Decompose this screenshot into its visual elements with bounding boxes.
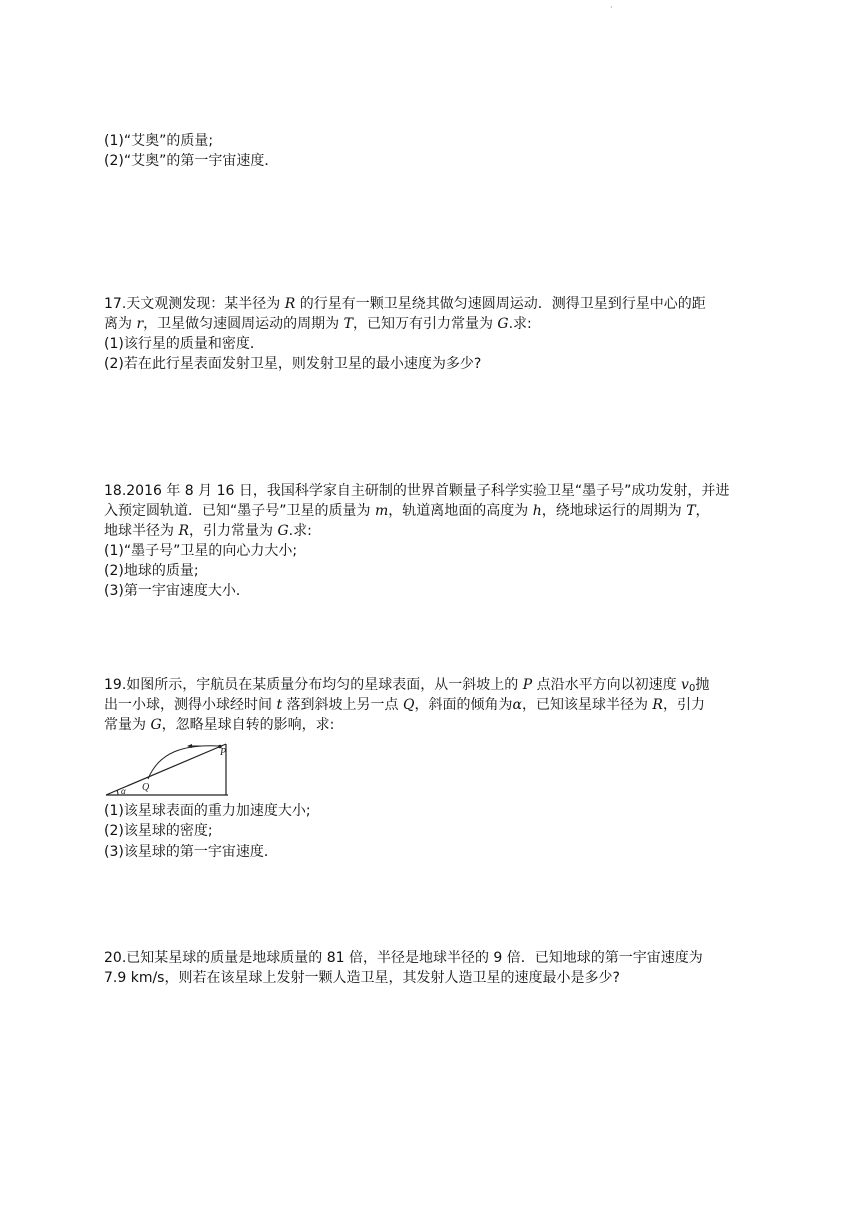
q16-sub2: (2)“艾奥”的第一宇宙速度． [104, 153, 279, 169]
q17-sub1: (1)该行星的质量和密度． [104, 336, 264, 352]
q19-line1: 19.如图所示，宇航员在某质量分布均匀的星球表面，从一斜坡上的 P 点沿水平方向以初速度 $v_0$抛 [104, 677, 710, 694]
label-p: P [220, 747, 227, 758]
q18-sub1: (1)“墨子号”卫星的向心力大小; [104, 543, 298, 559]
q18-line1: 18.2016 年 8 月 16 日，我国科学家自主研制的世界首颗量子科学实验卫星“墨子号”成功发射，并进 [104, 483, 730, 499]
q19-sub2: (2)该星球的密度; [104, 823, 213, 839]
q16-sub1: (1)“艾奥”的质量; [104, 133, 214, 149]
q19-sub1: (1)该星球表面的重力加速度大小; [104, 803, 311, 819]
label-q: Q [142, 782, 150, 793]
alpha-arc [117, 790, 118, 795]
page-mark: · [610, 3, 613, 12]
q17-line2: 离为 r，卫星做匀速圆周运动的周期为 T，已知万有引力常量为 G.求: [104, 316, 532, 332]
q18-line3: 地球半径为 R，引力常量为 G.求: [104, 523, 312, 539]
q17-sub2: (2)若在此行星表面发射卫星，则发射卫星的最小速度为多少? [104, 356, 482, 372]
q18-line2: 入预定圆轨道．已知“墨子号”卫星的质量为 m，轨道离地面的高度为 h，绕地球运行的周期为 T， [104, 503, 710, 519]
q19-line3: 常量为 G，忽略星球自转的影响，求: [104, 717, 335, 733]
q18-sub3: (3)第一宇宙速度大小． [104, 583, 250, 599]
q17-line1: 17.天文观测发现：某半径为 R 的行星有一颗卫星绕其做匀速圆周运动．测得卫星到行星中心的距 [104, 296, 706, 312]
q19-sub3: (3)该星球的第一宇宙速度． [104, 844, 278, 860]
incline-figure [104, 738, 232, 798]
q20-line1: 20.已知某星球的质量是地球质量的 81 倍，半径是地球半径的 9 倍．已知地球的第一宇宙速度为 [104, 950, 703, 966]
q20-line2: 7.9 km/s，则若在该星球上发射一颗人造卫星，其发射人造卫星的速度最小是多少? [104, 970, 620, 986]
label-alpha: α [121, 786, 126, 796]
q19-line2: 出一小球，测得小球经时间 t 落到斜坡上另一点 Q，斜面的倾角为α，已知该星球半径为 R，引力 [104, 697, 705, 713]
q18-sub2: (2)地球的质量; [104, 563, 199, 579]
